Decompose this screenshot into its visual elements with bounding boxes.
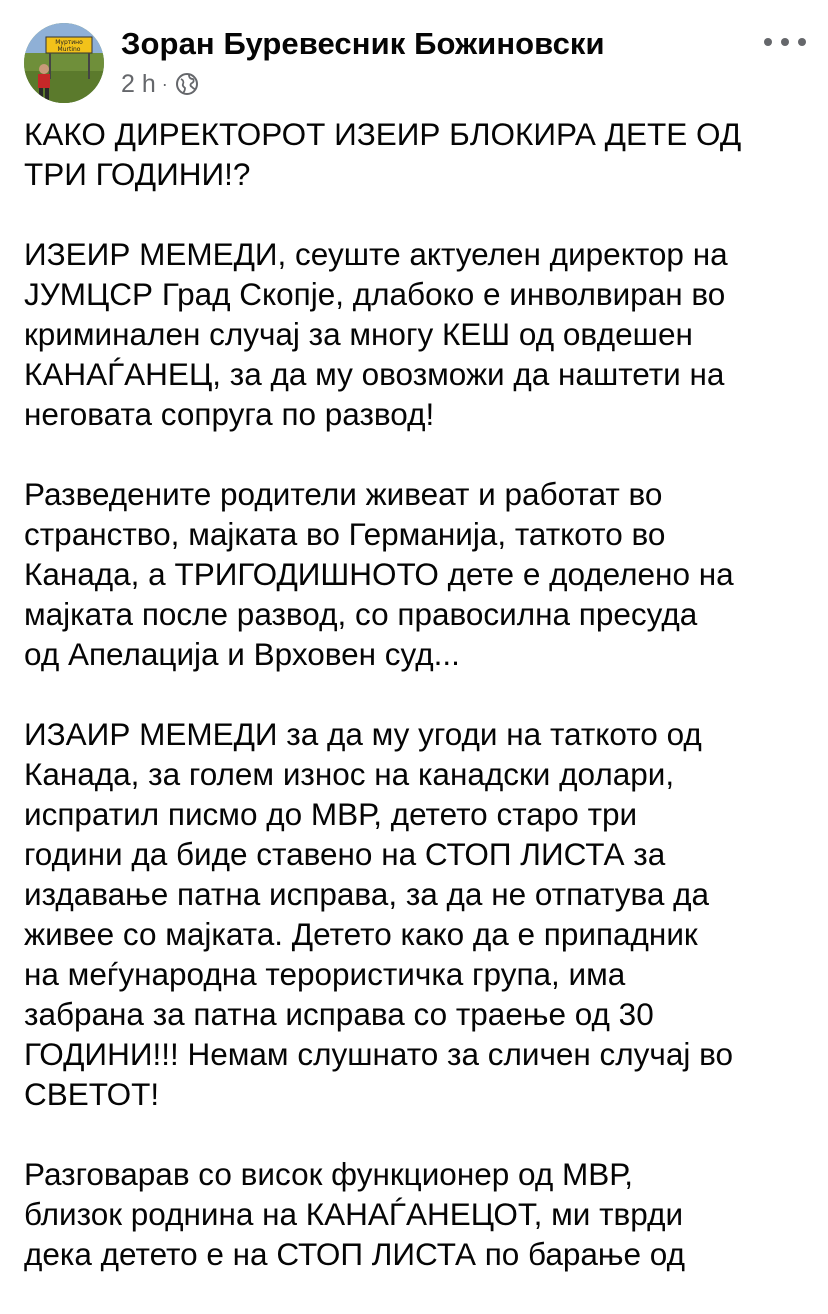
post-paragraph <box>24 234 814 434</box>
post-timestamp[interactable]: 2 h <box>121 69 156 98</box>
meta-separator: · <box>161 74 168 94</box>
post-line: на меѓународна терористичка група, има <box>24 956 626 992</box>
post-line: издавање патна исправа, за да не отпатува да <box>24 876 710 912</box>
post-line: КАНАЃАНЕЦ, за да му овозможи да наштети на <box>24 356 725 392</box>
post-line: ЈУМЦСР Град Скопје, длабоко е инволвиран во <box>24 276 726 312</box>
post-line: од Апелација и Врховен суд... <box>24 636 460 672</box>
post-line: години да биде ставено на СТОП ЛИСТА за <box>24 836 666 872</box>
author-name[interactable]: Зоран Буревесник Божиновски <box>121 26 605 61</box>
post-line: Разговарав со висок функционер од МВР, <box>24 1156 634 1192</box>
post-line: ИЗЕИР МЕМЕДИ, сеуште актуелен директор на <box>24 236 728 272</box>
post-line: забрана за патна исправа со траење од 30 <box>24 996 654 1032</box>
post-paragraph <box>24 114 814 194</box>
post-body <box>24 114 814 1314</box>
more-dot <box>764 38 772 46</box>
svg-text:Муртино: Муртино <box>55 39 83 46</box>
post-line: КАКО ДИРЕКТОРОТ ИЗЕИР БЛОКИРА ДЕТЕ ОД <box>24 116 742 152</box>
svg-text:Murtino: Murtino <box>57 46 81 53</box>
post-line: неговата сопруга по развод! <box>24 396 435 432</box>
post-paragraph <box>24 1154 814 1274</box>
post-line: странство, мајката во Германија, таткото во <box>24 516 666 552</box>
post-header <box>0 0 828 110</box>
avatar[interactable] <box>24 23 104 103</box>
avatar-photo <box>24 23 104 103</box>
post-line: ГОДИНИ!!! Немам слушнато за сличен случај во <box>24 1036 734 1072</box>
post-line: Разведените родители живеат и работат во <box>24 476 663 512</box>
post-line: испратил писмо до МВР, детето старо три <box>24 796 638 832</box>
post-line: мајката после развод, со правосилна пресуда <box>24 596 698 632</box>
post-line: ИЗАИР МЕМЕДИ за да му угоди на таткото од <box>24 716 702 752</box>
post-line: близок роднина на КАНАЃАНЕЦОТ, ми тврди <box>24 1196 684 1232</box>
post-paragraph <box>24 474 814 674</box>
post-line: Канада, а ТРИГОДИШНОТО дете е доделено на <box>24 556 734 592</box>
more-options-icon[interactable] <box>764 30 806 54</box>
post-line: СВЕТОТ! <box>24 1076 160 1112</box>
post-paragraph <box>24 714 814 1114</box>
more-dot <box>781 38 789 46</box>
more-dot <box>798 38 806 46</box>
post-meta <box>121 68 199 100</box>
post-line: живее со мајката. Детето како да е припадник <box>24 916 698 952</box>
post-line: Канада, за голем износ на канадски долари, <box>24 756 675 792</box>
post-line: дека детето е на СТОП ЛИСТА по барање од <box>24 1236 685 1272</box>
globe-icon[interactable] <box>175 72 199 96</box>
post-line: ТРИ ГОДИНИ!? <box>24 156 251 192</box>
post-line: криминален случај за многу КЕШ од овдешен <box>24 316 693 352</box>
